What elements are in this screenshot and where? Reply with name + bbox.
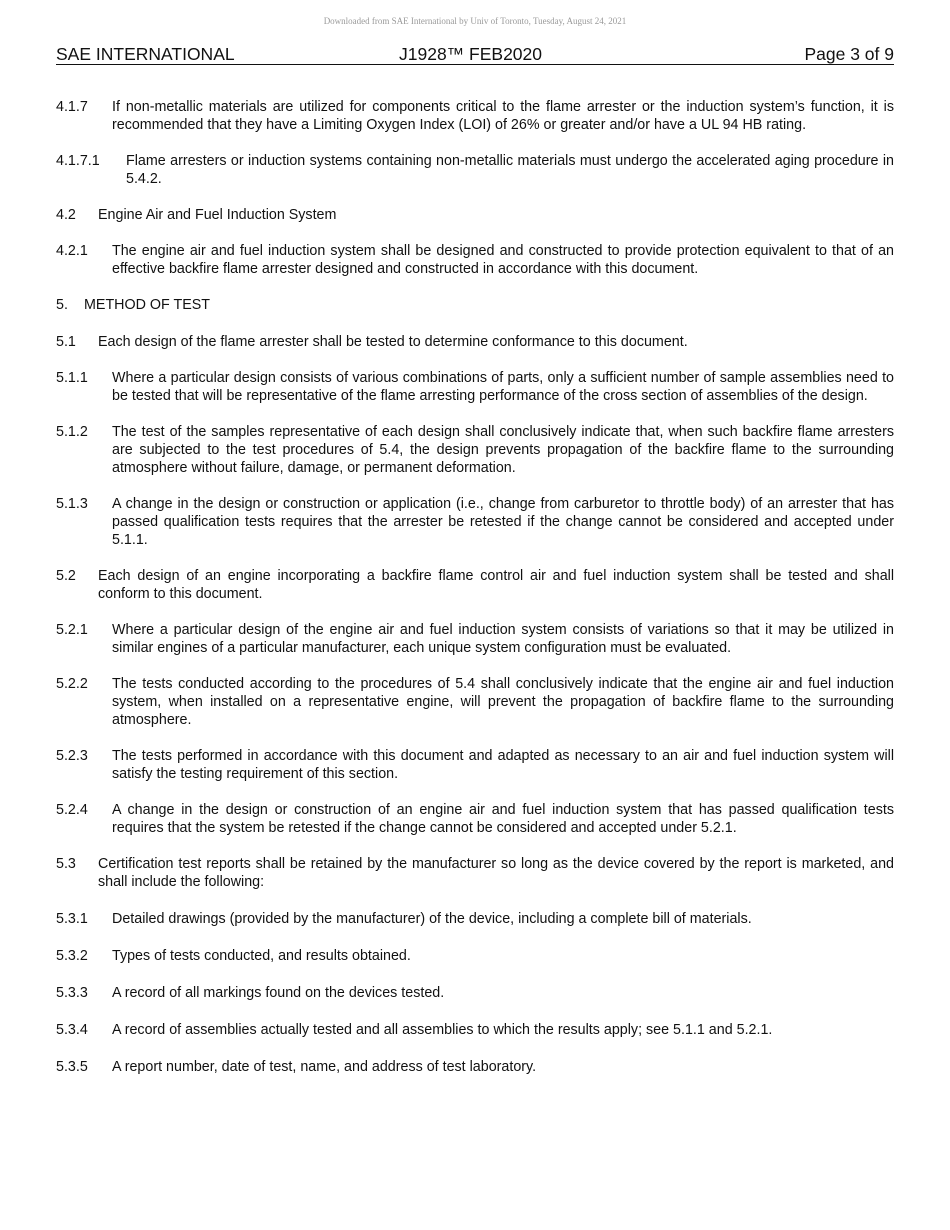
clause-number: 5.3.1 bbox=[56, 911, 88, 927]
clause-text: Flame arresters or induction systems containing non-metallic materials must undergo the accelerated aging procedure in 5.4.2. bbox=[126, 153, 894, 187]
clause-text: Each design of the flame arrester shall be tested to determine conformance to this document. bbox=[98, 334, 688, 350]
clause bbox=[56, 1021, 894, 1039]
clause-number: 5.2 bbox=[56, 568, 76, 584]
clause-number: 5.2.2 bbox=[56, 676, 88, 692]
clause-number: 4.2 bbox=[56, 207, 76, 223]
clause bbox=[56, 1058, 894, 1076]
clause bbox=[56, 152, 894, 188]
clause-text: The engine air and fuel induction system shall be designed and constructed to provide protection equivalent to that of an effective backfire flame arrester designed and constructed in accordance with this document. bbox=[112, 243, 894, 277]
clause bbox=[56, 567, 894, 603]
clause-number: 5.3.5 bbox=[56, 1059, 88, 1075]
clause bbox=[56, 242, 894, 278]
clause bbox=[56, 855, 894, 891]
clause bbox=[56, 801, 894, 837]
clause-number: 5.3 bbox=[56, 856, 76, 872]
clause bbox=[56, 333, 894, 351]
clause-text: The tests performed in accordance with this document and adapted as necessary to an air and fuel induction system will satisfy the testing requirement of this section. bbox=[112, 748, 894, 782]
section-heading bbox=[56, 206, 894, 224]
clause-number: 4.2.1 bbox=[56, 243, 88, 259]
clause-text: A record of assemblies actually tested and all assemblies to which the results apply; see 5.1.1 and 5.2.1. bbox=[112, 1022, 773, 1038]
header-page-number: Page 3 of 9 bbox=[804, 44, 894, 64]
clause-text: METHOD OF TEST bbox=[84, 297, 211, 313]
clause-text: If non-metallic materials are utilized for components critical to the flame arrester or the induction system’s function, it is recommended that they have a Limiting Oxygen Index (LOI) of 26% or greater and/or have a UL 94 HB rating. bbox=[112, 99, 894, 133]
clause bbox=[56, 675, 894, 729]
clause-number: 5.2.3 bbox=[56, 748, 88, 764]
clause-number: 4.1.7 bbox=[56, 99, 88, 115]
clause-text: Engine Air and Fuel Induction System bbox=[98, 207, 337, 223]
clause bbox=[56, 747, 894, 783]
clause-text: A change in the design or construction or application (i.e., change from carburetor to throttle body) of an arrester that has passed qualification tests requires that the arrester be retested if the change cannot be considered and accepted under 5.1.1. bbox=[112, 496, 894, 548]
clause bbox=[56, 910, 894, 928]
clause bbox=[56, 98, 894, 134]
clause-number: 5.1 bbox=[56, 334, 76, 350]
clause bbox=[56, 369, 894, 405]
clause-number: 5.3.3 bbox=[56, 985, 88, 1001]
download-watermark: Downloaded from SAE International by Univ of Toronto, Tuesday, August 24, 2021 bbox=[323, 16, 627, 26]
clause bbox=[56, 495, 894, 549]
clause-text: Where a particular design of the engine air and fuel induction system consists of variations so that it may be utilized in similar engines of a particular manufacturer, each unique system configuration must be evaluated. bbox=[112, 622, 894, 656]
clause-number: 5.3.2 bbox=[56, 948, 88, 964]
clause-text: A record of all markings found on the devices tested. bbox=[112, 985, 445, 1001]
clause-text: Each design of an engine incorporating a backfire flame control air and fuel induction system shall be tested and shall conform to this document. bbox=[98, 568, 894, 602]
clause-text: The test of the samples representative of each design shall conclusively indicate that, when such backfire flame arresters are subjected to the test procedures of 5.4, the design prevents propagation of the backfire flame to the surrounding atmosphere without failure, damage, or permanent deformation. bbox=[112, 424, 894, 476]
clause bbox=[56, 984, 894, 1002]
clause-number: 5. bbox=[56, 297, 68, 313]
clause-number: 5.2.4 bbox=[56, 802, 88, 818]
clause bbox=[56, 947, 894, 965]
clause-number: 5.2.1 bbox=[56, 622, 88, 638]
section-heading bbox=[56, 296, 894, 314]
clause-number: 5.1.2 bbox=[56, 424, 88, 440]
clause bbox=[56, 423, 894, 477]
clause-text: A change in the design or construction of an engine air and fuel induction system that has passed qualification tests requires that the system be retested if the change cannot be considered and accepted under 5.2.1. bbox=[112, 802, 894, 836]
clause-number: 5.3.4 bbox=[56, 1022, 88, 1038]
clause-number: 4.1.7.1 bbox=[56, 153, 100, 169]
header-document-id: J1928™ FEB2020 bbox=[399, 44, 543, 64]
clause-number: 5.1.3 bbox=[56, 496, 88, 512]
header-organization: SAE INTERNATIONAL bbox=[56, 44, 235, 64]
clause-text: The tests conducted according to the procedures of 5.4 shall conclusively indicate that the engine air and fuel induction system, when installed on a representative engine, will prevent the propagation of backfire flame to the surrounding atmosphere. bbox=[112, 676, 894, 728]
clause-text: A report number, date of test, name, and address of test laboratory. bbox=[112, 1059, 537, 1075]
clause-text: Certification test reports shall be retained by the manufacturer so long as the device covered by the report is marketed, and shall include the following: bbox=[98, 856, 894, 890]
clause-text: Detailed drawings (provided by the manufacturer) of the device, including a complete bill of materials. bbox=[112, 911, 752, 927]
clause-number: 5.1.1 bbox=[56, 370, 88, 386]
clause-text: Where a particular design consists of various combinations of parts, only a sufficient number of sample assemblies need to be tested that will be representative of the flame arresting performance of the cross section of assemblies of the design. bbox=[112, 370, 894, 404]
clause bbox=[56, 621, 894, 657]
clause-text: Types of tests conducted, and results obtained. bbox=[112, 948, 411, 964]
page-header bbox=[56, 44, 894, 65]
document-body bbox=[56, 98, 894, 1076]
